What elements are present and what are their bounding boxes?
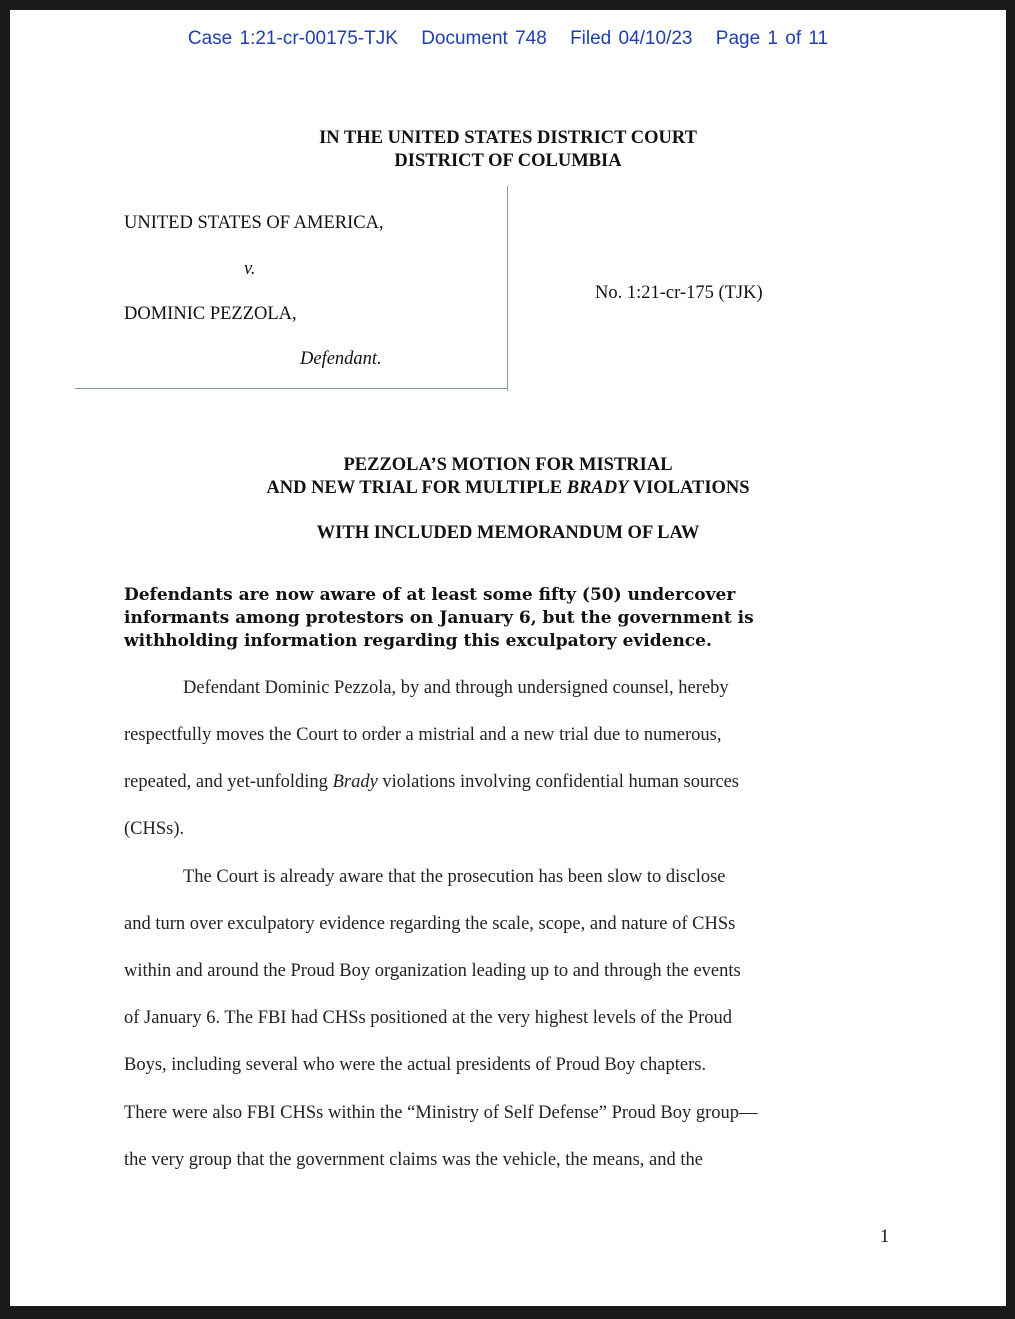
body-line: repeated, and yet-unfolding Brady violations involving confidential human sources	[124, 772, 739, 792]
motion-subtitle: WITH INCLUDED MEMORANDUM OF LAW	[316, 523, 700, 543]
intro-line-1: Defendants are now aware of at least some fifty (50) undercover	[124, 585, 736, 605]
body-line: the very group that the government claims was the vehicle, the means, and the	[124, 1150, 703, 1170]
defendant-name: DOMINIC PEZZOLA,	[124, 304, 297, 324]
body-line: Boys, including several who were the actual presidents of Proud Boy chapters.	[124, 1055, 707, 1075]
intro-line-3: withholding information regarding this exculpatory evidence.	[124, 631, 712, 651]
defendant-role: Defendant.	[300, 349, 382, 369]
court-line-2: DISTRICT OF COLUMBIA	[394, 151, 622, 171]
intro-summary	[124, 584, 904, 653]
case-number: No. 1:21-cr-175 (TJK)	[595, 283, 763, 303]
intro-line-2: informants among protestors on January 6, but the government is	[124, 608, 754, 628]
body-line: and turn over exculpatory evidence regarding the scale, scope, and nature of CHSs	[124, 914, 736, 934]
title-line-1: PEZZOLA’S MOTION FOR MISTRIAL	[343, 455, 673, 475]
body-line: There were also FBI CHSs within the “Ministry of Self Defense” Proud Boy group—	[124, 1103, 758, 1123]
body-line: within and around the Proud Boy organization leading up to and through the events	[124, 961, 741, 981]
body-line: respectfully moves the Court to order a mistrial and a new trial due to numerous,	[124, 725, 722, 745]
caption-divider-horizontal	[75, 388, 508, 389]
body-line: of January 6. The FBI had CHSs positioned at the very highest levels of the Proud	[124, 1008, 733, 1028]
title-line-2: AND NEW TRIAL FOR MULTIPLE BRADY VIOLATIONS	[266, 478, 750, 498]
motion-title	[10, 454, 1006, 500]
body-line: The Court is already aware that the prosecution has been slow to disclose	[183, 867, 726, 887]
page-stamp: Page 1 of 11	[715, 28, 829, 49]
court-heading	[10, 127, 1006, 173]
document-page	[10, 10, 1006, 1306]
body-line: Defendant Dominic Pezzola, by and through undersigned counsel, hereby	[183, 678, 729, 698]
filed-stamp: Filed 04/10/23	[570, 28, 693, 49]
page-number: 1	[880, 1227, 890, 1247]
caption-divider-vertical	[507, 186, 508, 391]
document-stamp: Document 748	[421, 28, 547, 49]
body-line: (CHSs).	[124, 819, 185, 839]
court-line-1: IN THE UNITED STATES DISTRICT COURT	[319, 128, 697, 148]
plaintiff-name: UNITED STATES OF AMERICA,	[124, 213, 384, 233]
versus-label: v.	[244, 259, 256, 279]
filing-stamp	[10, 28, 1006, 50]
case-stamp: Case 1:21-cr-00175-TJK	[187, 28, 398, 49]
